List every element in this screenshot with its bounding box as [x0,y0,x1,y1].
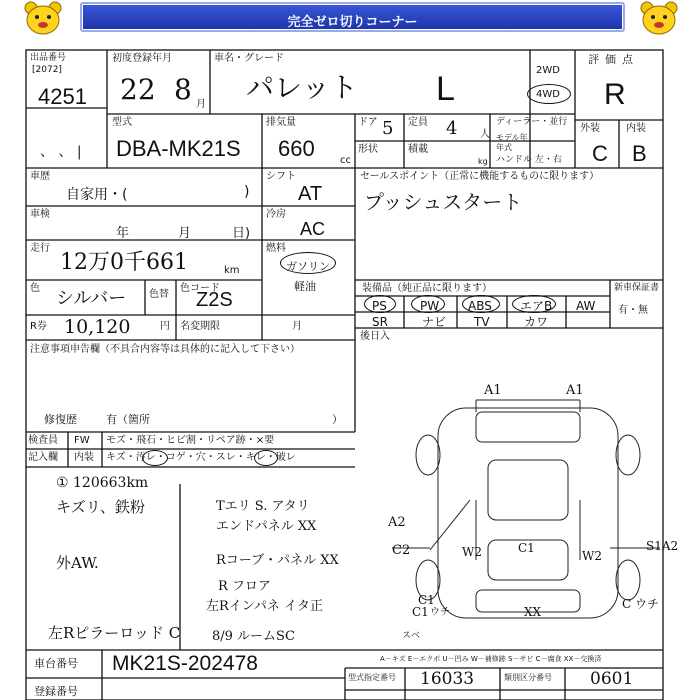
color-code: Z2S [196,289,233,311]
lot-scribble: 、 、 | [40,144,82,160]
exterior-grade: C [592,141,608,166]
shift: AT [298,183,323,205]
damage-legend: A－キズ E－エクボ U－凹み W－補修跡 S－サビ C－腐食 XX－交換済 [380,655,602,663]
fuel-gas: ガソリン [286,260,330,273]
mark-c1-left2: C1 [412,605,429,619]
reg-label: 初度登録年月 [112,53,172,64]
equip-sr: SR [372,315,388,329]
hand-note-r1: Tエリ S. アタリ [216,499,310,514]
ac: AC [300,219,326,239]
model-id-label: 型式指定番号 [348,673,396,682]
drive-circle [527,84,571,104]
interior-label: 内装 [626,123,646,134]
plate-label: 登録番号 [34,685,78,698]
repair-close: ） [332,413,343,426]
mark-a2: A2 [388,515,406,530]
mark-c1-left: C1 [418,593,435,607]
reg-type-label: 車歴 [30,171,50,182]
interior-row-label: 内装 [74,452,94,463]
model-id: 16033 [420,669,475,689]
hand-note-4: 左Rピラーロッド C [48,624,181,642]
title-change-label: 名変期限 [180,321,220,332]
equip-ps-circle [364,295,396,313]
shape-label: 形状 [358,144,378,155]
reg-month: 8 [174,73,192,106]
mark-c-uchi: C ウチ [622,597,659,611]
yen-unit: 円 [160,321,170,332]
mark-w2-right: W2 [582,549,602,563]
notes-label: 注意事項申告欄（不具合内容等は具体的に記入して下さい） [30,344,300,355]
hand-note-r2: エンドパネル XX [216,519,317,534]
interior-items: キズ・汚レ・コゲ・穴・スレ・キレ・破レ [106,452,296,463]
mark-s1a2: S1A2 [646,539,679,553]
equip-abs-circle [462,295,500,313]
door-label: ドア [358,117,378,128]
sales-point: プッシュスタート [364,190,523,214]
score-label: 評価点 [588,53,639,66]
mark-xx: XX [524,605,542,619]
equip-abs: ABS [468,299,492,313]
fuel-diesel: 軽油 [294,280,316,293]
mileage-label: 走行 [30,243,50,254]
capacity-label: 定員 [408,117,428,128]
color-code-label: 色コード [180,283,220,294]
mark-uchi: ウチ [430,607,450,618]
hand-note-r5: 左Rインパネ イタ正 [206,599,324,614]
hand-note-r6: 8/9 ルームSC [212,629,295,644]
doors: 5 [382,118,394,139]
mark-a1-left: A1 [484,383,502,398]
category-label: 類別区分番号 [504,673,552,682]
chassis-label: 車台番号 [34,657,78,670]
voucher-label: R券 [30,321,47,332]
entry-label: 記入欄 [28,452,58,463]
equip-pw-circle [411,295,445,313]
repair-value: 有（箇所 [106,413,150,426]
reg-month-unit: 月 [196,99,206,110]
equip-airbag-circle [512,295,556,313]
equip-label: 装備品（純正品に限ります） [362,283,492,294]
model-label: 型式 [112,117,132,128]
rear-seat-label: 後日入 [360,331,390,342]
equip-ps: PS [372,299,387,313]
hand-note-r4: R フロア [218,579,271,594]
equip-airbag: エアB [520,299,553,313]
fuel-label: 燃料 [266,243,286,254]
drive-4wd: 4WD [536,89,560,100]
hand-note-3: 外AW. [56,554,99,572]
mark-a1-right: A1 [566,383,584,398]
capacity: 4 [446,118,458,139]
fw-label: FW [74,435,90,446]
inspect-month: 月 [178,226,192,241]
ac-label: 冷房 [266,209,286,220]
chassis: MK21S-202478 [112,652,258,675]
load-label: 積載 [408,144,428,155]
voucher: 10,120 [64,316,131,338]
kg-unit: kg [478,157,488,166]
reg-type: 自家用・( [66,187,128,203]
mark-w2-left: W2 [462,545,482,559]
fw-items: モズ・飛石・ヒビ割・リペア跡・×要 [106,435,275,446]
name-label: 車名・グレード [214,53,284,64]
wear-circle [254,450,278,466]
score: R [604,78,626,111]
equip-leather: カワ [524,315,549,329]
warranty-label: 新車保証書 [614,283,660,293]
color: シルバー [56,288,127,309]
exterior-label: 外装 [580,123,600,134]
lot-number: 4251 [38,84,87,109]
hand-note-1: ① 120663km [56,475,149,491]
car-diagram [392,400,660,618]
warranty: 有・無 [618,305,648,316]
inspect-year: 年 [116,226,130,241]
person-unit: 人 [480,129,490,140]
car-name: パレット [246,71,358,104]
lot-ref: [2072] [32,65,62,75]
model-year-label: モデル年 [496,133,528,142]
lot-label: 出品番号 [30,53,67,63]
interior-grade: B [632,141,647,166]
category: 0601 [590,669,634,689]
dealer-label: ディーラー・並行 [496,117,568,127]
km-unit: km [224,265,240,276]
mileage: 12万0千661 [60,250,188,275]
model: DBA-MK21S [116,136,241,161]
inspect-day: 日) [232,226,251,241]
banner-title: 完全ゼロ切りコーナー [287,15,418,30]
displacement: 660 [278,136,315,161]
handle-label: ハンドル 左・右 [496,155,562,165]
shift-label: シフト [266,171,296,182]
disp-label: 排気量 [266,117,296,128]
year-label: 年式 [496,143,512,152]
repair-label: 修復歴 [44,413,77,426]
color-label: 色 [30,283,40,294]
title-change-month: 月 [292,321,302,332]
sales-label: セールスポイント（正常に機能するものに限ります） [360,171,600,182]
hand-note-r3: Rコーブ・パネル XX [216,553,339,568]
mark-c1-center: C1 [518,541,535,555]
cc-unit: cc [340,155,351,166]
drive-2wd: 2WD [536,65,560,76]
reg-type-close: ) [244,184,250,200]
inspect-label: 車検 [30,209,50,220]
mark-sube: スベ [402,631,421,641]
reg-year: 22 [120,73,156,106]
fuel-circle [280,252,336,274]
equip-aw: AW [576,299,596,313]
equip-pw: PW [420,299,440,313]
stain-circle [142,450,168,466]
car-grade: L [436,70,455,108]
mark-c2: C2 [392,543,411,558]
equip-tv: TV [474,315,490,329]
shade-label: 色替 [149,289,169,300]
inspector-label: 検査員 [28,435,58,446]
hand-note-2: キズリ、鉄粉 [56,498,145,516]
equip-navi: ナビ [422,315,447,329]
